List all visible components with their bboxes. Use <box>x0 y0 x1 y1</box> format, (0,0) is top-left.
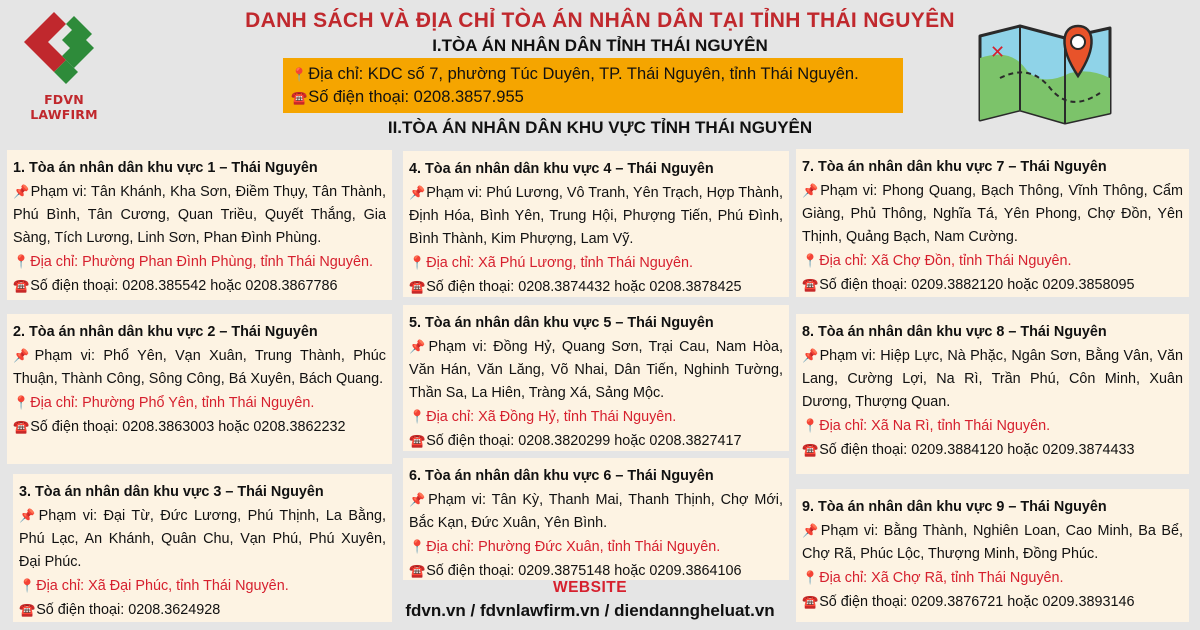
court-scope: Phạm vi: Phong Quang, Bạch Thông, Vĩnh Thông, Cẩm Giàng, Phủ Thông, Nghĩa Tá, Yên Phong, Chợ Đồn, Yên Thịnh, Quảng Bạch, Nam Cường. <box>802 183 1183 245</box>
court-scope: Phạm vi: Phổ Yên, Vạn Xuân, Trung Thành, Phúc Thuận, Thành Công, Sông Công, Bá Xuyên, Bách Quang. <box>13 348 387 387</box>
court-card-6 <box>403 458 789 580</box>
court-phone: Số điện thoại: 0208.385542 hoặc 0208.3867786 <box>30 278 338 294</box>
court-address: Địa chỉ: Xã Đại Phúc, tỉnh Thái Nguyên. <box>36 578 289 594</box>
court-title: 7. Tòa án nhân dân khu vực 7 – Thái Nguyên <box>802 159 1107 175</box>
location-pin-icon: 📍 <box>13 395 30 410</box>
court-address: Địa chỉ: Xã Na Rì, tỉnh Thái Nguyên. <box>819 418 1051 434</box>
court-card-7 <box>796 149 1189 297</box>
court-address: Địa chỉ: Xã Phú Lương, tỉnh Thái Nguyên. <box>426 255 693 271</box>
location-pin-icon: 📍 <box>802 418 819 433</box>
court-scope: Phạm vi: Đồng Hỷ, Quang Sơn, Trại Cau, Nam Hòa, Văn Hán, Văn Lăng, Võ Nhai, Dân Tiến, Nghinh Tường, Thần Sa, La Hiên, Tràng Xá, Sảng Mộc. <box>409 339 783 401</box>
telephone-icon: ☎️ <box>291 90 308 105</box>
court-address: Địa chỉ: Xã Chợ Đồn, tỉnh Thái Nguyên. <box>819 253 1072 269</box>
court-address: Địa chỉ: Phường Phổ Yên, tỉnh Thái Nguyên. <box>30 395 315 411</box>
provincial-court-box <box>283 58 903 113</box>
court-address: Địa chỉ: Xã Chợ Rã, tỉnh Thái Nguyên. <box>819 570 1064 586</box>
court-title: 3. Tòa án nhân dân khu vực 3 – Thái Nguyên <box>19 484 324 500</box>
court-scope: Phạm vi: Phú Lương, Vô Tranh, Yên Trạch, Hợp Thành, Định Hóa, Bình Yên, Trung Hội, Phượng Tiến, Phú Đình, Bình Thành, Kim Phượng, Lam Vỹ. <box>409 185 784 247</box>
court-address: Địa chỉ: Xã Đồng Hỷ, tỉnh Thái Nguyên. <box>426 409 677 425</box>
court-phone: Số điện thoại: 0208.3863003 hoặc 0208.3862232 <box>30 419 346 435</box>
website-label: WEBSITE <box>552 579 628 596</box>
pushpin-icon: 📌 <box>802 183 820 198</box>
location-pin-icon: 📍 <box>802 253 819 268</box>
provincial-address-row <box>291 63 895 86</box>
provincial-phone: Số điện thoại: 0208.3857.955 <box>308 88 524 106</box>
section-title-provincial: I.TÒA ÁN NHÂN DÂN TỈNH THÁI NGUYÊN <box>432 36 768 55</box>
court-title: 1. Tòa án nhân dân khu vực 1 – Thái Nguyên <box>13 160 318 176</box>
provincial-address: Địa chỉ: KDC số 7, phường Túc Duyên, TP. Thái Nguyên, tỉnh Thái Nguyên. <box>308 65 859 83</box>
telephone-icon: ☎️ <box>13 419 30 434</box>
pushpin-icon: 📌 <box>13 348 34 363</box>
location-pin-icon: 📍 <box>802 570 819 585</box>
location-pin-icon: 📍 <box>13 254 30 269</box>
pushpin-icon: 📌 <box>409 339 428 354</box>
telephone-icon: ☎️ <box>802 442 819 457</box>
court-card-9 <box>796 489 1189 622</box>
page-title: DANH SÁCH VÀ ĐỊA CHỈ TÒA ÁN NHÂN DÂN TẠI TỈNH THÁI NGUYÊN <box>245 9 955 32</box>
court-phone: Số điện thoại: 0208.3624928 <box>36 602 221 618</box>
telephone-icon: ☎️ <box>802 277 819 292</box>
location-pin-icon: 📍 <box>409 409 426 424</box>
telephone-icon: ☎️ <box>13 278 30 293</box>
pushpin-icon: 📌 <box>409 185 426 200</box>
court-scope: Phạm vi: Bằng Thành, Nghiên Loan, Cao Minh, Ba Bể, Chợ Rã, Phúc Lộc, Thượng Minh, Đồng Phúc. <box>802 523 1183 562</box>
section-title-regional: II.TÒA ÁN NHÂN DÂN KHU VỰC TỈNH THÁI NGUYÊN <box>387 118 813 137</box>
court-title: 4. Tòa án nhân dân khu vực 4 – Thái Nguyên <box>409 161 714 177</box>
pushpin-icon: 📌 <box>13 184 30 199</box>
pushpin-icon: 📌 <box>802 523 820 538</box>
location-pin-icon: 📍 <box>19 578 36 593</box>
court-phone: Số điện thoại: 0208.3874432 hoặc 0208.3878425 <box>426 279 742 295</box>
court-scope: Phạm vi: Hiệp Lực, Nà Phặc, Ngân Sơn, Bằng Vân, Văn Lang, Cường Lợi, Na Rì, Trần Phú, Côn Minh, Xuân Dương, Thượng Quan. <box>802 348 1184 410</box>
court-address: Địa chỉ: Phường Phan Đình Phùng, tỉnh Thái Nguyên. <box>30 254 373 270</box>
pushpin-icon: 📌 <box>802 348 819 363</box>
location-pin-icon: 📍 <box>409 255 426 270</box>
court-card-3 <box>13 474 392 622</box>
telephone-icon: ☎️ <box>19 602 36 617</box>
svg-text:✕: ✕ <box>990 42 1006 63</box>
provincial-phone-row <box>291 86 895 109</box>
location-pin-icon: 📍 <box>409 539 426 554</box>
court-scope: Phạm vi: Tân Khánh, Kha Sơn, Điềm Thụy, Tân Thành, Phú Bình, Tân Cương, Quan Triều, Quyết Thắng, Gia Sàng, Tích Lương, Linh Sơn, Phan Đình Phùng. <box>13 184 387 246</box>
court-phone: Số điện thoại: 0209.3884120 hoặc 0209.3874433 <box>819 442 1135 458</box>
court-address: Địa chỉ: Phường Đức Xuân, tỉnh Thái Nguyên. <box>426 539 721 555</box>
pushpin-icon: 📌 <box>19 508 38 523</box>
telephone-icon: ☎️ <box>802 594 819 609</box>
court-title: 9. Tòa án nhân dân khu vực 9 – Thái Nguyên <box>802 499 1107 515</box>
court-title: 2. Tòa án nhân dân khu vực 2 – Thái Nguyên <box>13 324 318 340</box>
brand-name: FDVN LAWFIRM <box>30 92 98 122</box>
court-card-2 <box>7 314 392 464</box>
telephone-icon: ☎️ <box>409 433 426 448</box>
court-phone: Số điện thoại: 0209.3875148 hoặc 0209.3864106 <box>426 563 742 579</box>
court-phone: Số điện thoại: 0208.3820299 hoặc 0208.3827417 <box>426 433 742 449</box>
court-scope: Phạm vi: Tân Kỳ, Thanh Mai, Thanh Thịnh, Chợ Mới, Bắc Kạn, Đức Xuân, Yên Bình. <box>409 492 783 531</box>
court-title: 6. Tòa án nhân dân khu vực 6 – Thái Nguyên <box>409 468 714 484</box>
court-card-8 <box>796 314 1189 474</box>
court-phone: Số điện thoại: 0209.3882120 hoặc 0209.3858095 <box>819 277 1135 293</box>
pushpin-icon: 📌 <box>409 492 428 507</box>
map-icon <box>970 18 1120 128</box>
court-card-1 <box>7 150 392 300</box>
court-phone: Số điện thoại: 0209.3876721 hoặc 0209.3893146 <box>819 594 1135 610</box>
court-title: 8. Tòa án nhân dân khu vực 8 – Thái Nguyên <box>802 324 1107 340</box>
court-scope: Phạm vi: Đại Từ, Đức Lương, Phú Thịnh, La Bằng, Phú Lạc, An Khánh, Quân Chu, Vạn Phú, Phú Xuyên, Đại Phúc. <box>19 508 386 570</box>
court-card-4 <box>403 151 789 297</box>
telephone-icon: ☎️ <box>409 279 426 294</box>
court-card-5 <box>403 305 789 451</box>
website-links[interactable]: fdvn.vn / fdvnlawfirm.vn / diendanngheluat.vn <box>405 601 775 620</box>
location-pin-icon: 📍 <box>291 67 308 82</box>
court-title: 5. Tòa án nhân dân khu vực 5 – Thái Nguyên <box>409 315 714 331</box>
telephone-icon: ☎️ <box>409 563 426 578</box>
